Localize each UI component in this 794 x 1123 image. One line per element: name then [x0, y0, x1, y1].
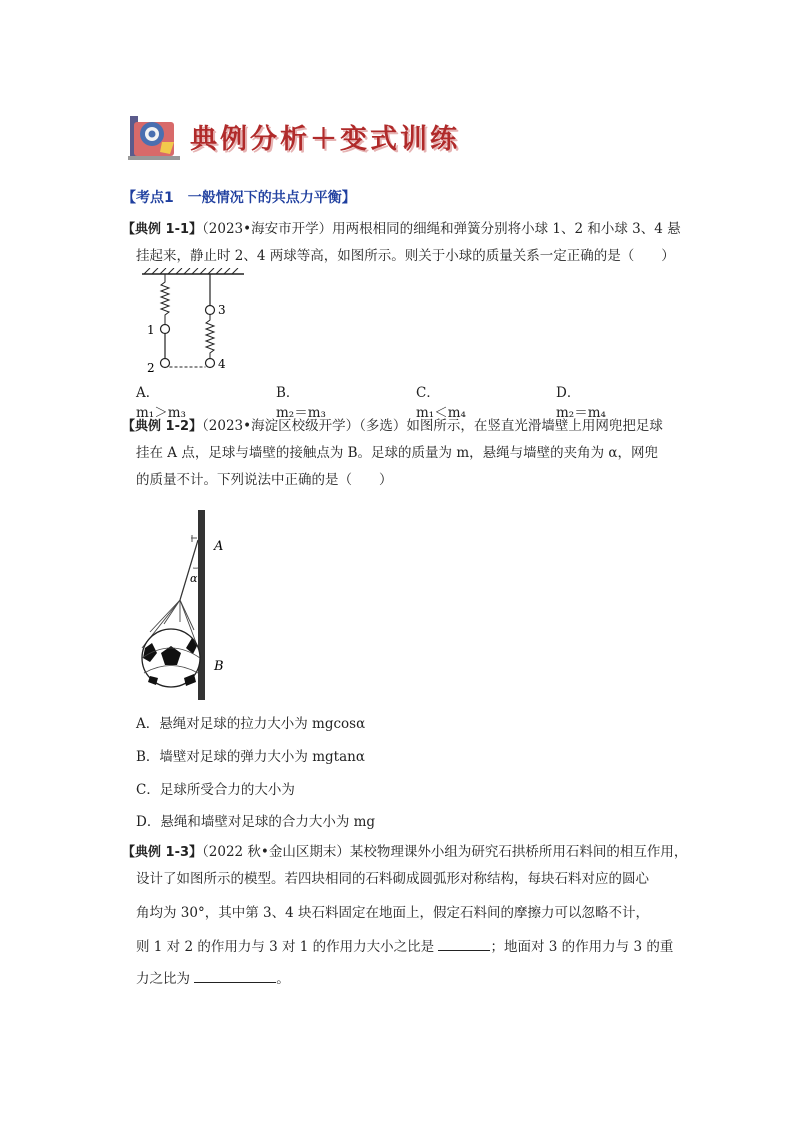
question-2-option-a: A．悬绳对足球的拉力大小为 mgcosα: [136, 716, 366, 732]
question-3-line-1: [122, 839, 687, 866]
question-2-line-3: 的质量不计。下列说法中正确的是（ ）: [136, 472, 393, 488]
question-2-text-1: （2023•海淀区校级开学）（多选）如图所示，在竖直光滑墙壁上用网兜把足球: [202, 418, 663, 434]
question-3-text-4b: ；地面对 3 的作用力与 3 的重: [490, 939, 674, 955]
figure-2-label-b: B: [214, 659, 224, 674]
figure-1-label-3: 3: [218, 303, 226, 317]
banner-logo-icon: [126, 112, 182, 162]
question-3-text-5a: 力之比为: [136, 971, 190, 987]
answer-blank-1[interactable]: [438, 936, 490, 951]
question-3-line-2: 设计了如图所示的模型。若四块相同的石料砌成圆弧形对称结构，每块石料对应的圆心: [136, 871, 649, 887]
choice-b-expr: m₂＝m₃: [276, 405, 326, 421]
question-2-option-c: C．足球所受合力的大小为: [136, 782, 295, 798]
question-2-line-1: [122, 413, 663, 440]
banner-title: 典例分析＋变式训练: [190, 124, 460, 155]
question-2-tag: 【典例 1-2】: [122, 419, 203, 434]
question-2-line-2: 挂在 A 点，足球与墙壁的接触点为 B。足球的质量为 m，悬绳与墙壁的夹角为 α，网兜: [136, 445, 659, 461]
choice-c-expr: m₁＜m₄: [416, 405, 466, 421]
figure-1-label-4: 4: [218, 357, 226, 371]
choice-a-letter: A．: [136, 385, 160, 401]
question-1-tag: 【典例 1-1】: [122, 222, 203, 237]
question-3-line-4: [136, 934, 673, 961]
question-1-line-1: [122, 216, 682, 243]
figure-2-angle-label: α: [190, 572, 198, 585]
question-2-option-d: D．悬绳和墙壁对足球的合力大小为 mg: [136, 814, 376, 830]
choice-d-letter: D．: [556, 385, 581, 401]
figure-2-label-a: A: [214, 539, 224, 554]
question-3-text-1: （2022 秋•金山区期末）某校物理课外小组为研究石拱桥所用石料间的相互作用，: [202, 844, 688, 860]
question-1-text-1: （2023•海安市开学）用两根相同的细绳和弹簧分别将小球 1、2 和小球 3、4 悬: [202, 221, 681, 237]
question-1-figure: [138, 268, 248, 378]
choice-c-letter: C．: [416, 385, 440, 401]
figure-1-label-2: 2: [147, 361, 155, 375]
choice-a-expr: m₁＞m₃: [136, 405, 186, 421]
answer-blank-2[interactable]: [194, 968, 276, 983]
question-1-line-2: 挂起来，静止时 2、4 两球等高，如图所示。则关于小球的质量关系一定正确的是（ ）: [136, 248, 675, 264]
choice-d-expr: m₂＝m₄: [556, 405, 606, 421]
question-3-tag: 【典例 1-3】: [122, 845, 203, 860]
question-3-text-4a: 则 1 对 2 的作用力与 3 对 1 的作用力大小之比是: [136, 939, 435, 955]
figure-1-label-1: 1: [147, 323, 155, 337]
choice-b-letter: B．: [276, 385, 300, 401]
section-title: 【考点1 一般情况下的共点力平衡】: [122, 190, 356, 206]
question-3-line-3: 角均为 30°，其中第 3、4 块石料固定在地面上，假定石料间的摩擦力可以忽略不计，: [136, 905, 649, 921]
question-3-line-5: [136, 966, 290, 993]
question-2-option-b: B．墙壁对足球的弹力大小为 mgtanα: [136, 749, 365, 765]
question-2-figure: [136, 508, 246, 703]
question-3-text-5b: 。: [276, 971, 290, 987]
